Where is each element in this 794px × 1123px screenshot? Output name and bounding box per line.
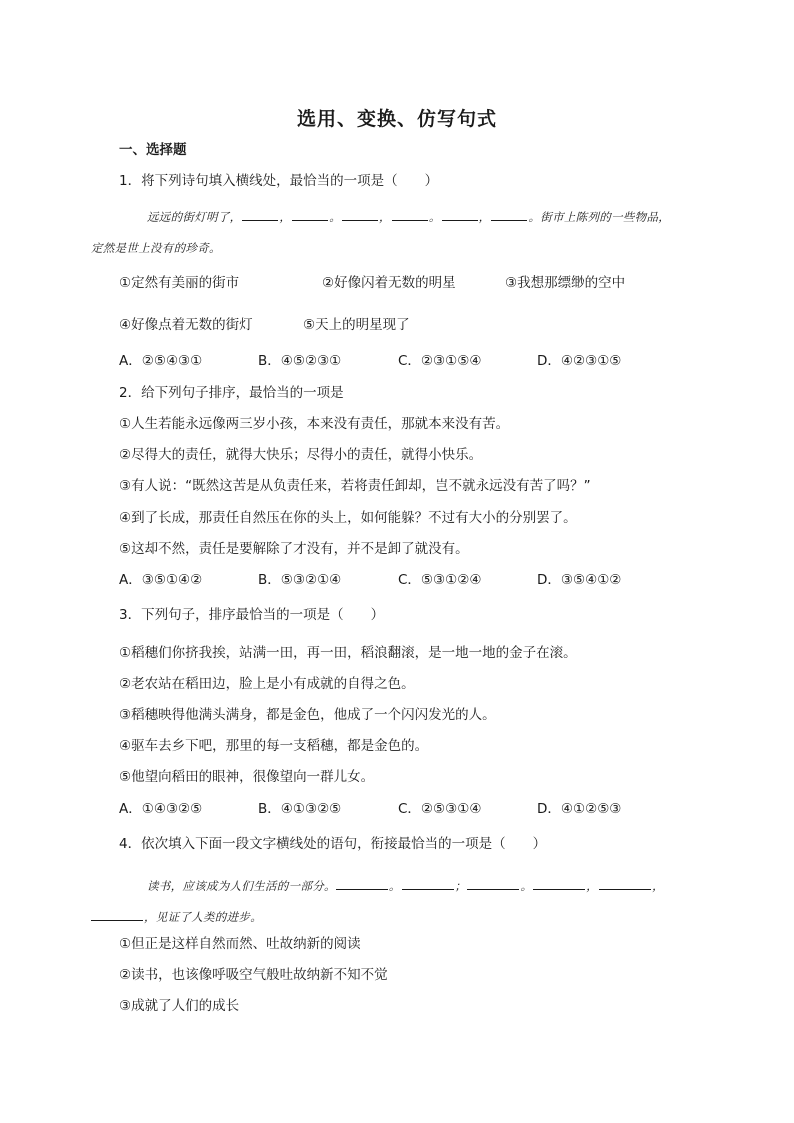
q1-blank-5 (442, 209, 478, 221)
q1-items-row-2 (119, 316, 679, 334)
q3-stem: 3．下列句子，排序最恰当的一项是（ ） (119, 607, 385, 623)
q3-item-2: ②老农站在稻田边，脸上是小有成就的自得之色。 (119, 676, 415, 692)
q4-item-2: ②读书，也该像呼吸空气般吐故纳新不知不觉 (119, 967, 388, 983)
q2-stem: 2．给下列句子排序，最恰当的一项是 (119, 385, 344, 401)
q3-options (119, 800, 679, 818)
q4-blank-3 (467, 878, 519, 890)
q1-passage-p3: ， (379, 210, 391, 224)
q2-option-d[interactable]: D．③⑤④①② (537, 572, 622, 588)
q1-blank-4 (392, 209, 428, 221)
q1-item-5: ⑤天上的明星现了 (303, 317, 410, 333)
q1-option-c[interactable]: C．②③①⑤④ (398, 353, 482, 369)
q1-passage-line2: 定然是世上没有的珍奇。 (91, 241, 221, 255)
q2-item-3: ③有人说：“既然这苦是从负责任来，若将责任卸却，岂不就永远没有苦了吗？” (119, 478, 591, 494)
document-title: 选用、变换、仿写句式 (296, 108, 497, 130)
q1-passage-start: 远远的街灯明了， (147, 210, 242, 224)
q1-blank-2 (292, 209, 328, 221)
q4-passage-p1: 。 (388, 879, 401, 893)
q2-option-b[interactable]: B．⑤③②①④ (258, 572, 342, 588)
q1-blank-6 (491, 209, 527, 221)
q1-option-d[interactable]: D．④②③①⑤ (537, 353, 622, 369)
q1-option-b[interactable]: B．④⑤②③① (258, 353, 342, 369)
q4-blank-4 (533, 878, 585, 890)
q1-option-a[interactable]: A．②⑤④③① (119, 353, 203, 369)
q4-item-3: ③成就了人们的成长 (119, 998, 240, 1014)
q4-passage-start: 读书，应该成为人们生活的一部分。 (147, 879, 336, 893)
q1-blank-1 (242, 209, 278, 221)
q3-option-c[interactable]: C．②⑤③①④ (398, 801, 482, 817)
q2-item-4: ④到了长成，那责任自然压在你的头上，如何能躲？不过有大小的分别罢了。 (119, 510, 577, 526)
q1-passage-p6: 。街市上陈列的一些物品， (528, 210, 671, 224)
q4-blank-1 (336, 878, 388, 890)
q1-passage (91, 202, 679, 264)
q1-options (119, 352, 679, 370)
q1-item-4: ④好像点着无数的街灯 (119, 317, 253, 333)
q3-option-d[interactable]: D．④①②⑤③ (537, 801, 622, 817)
q2-options (119, 571, 679, 589)
q1-items-row-1 (119, 274, 679, 292)
q3-item-5: ⑤他望向稻田的眼神，很像望向一群儿女。 (119, 769, 375, 785)
q4-passage-p2: ； (454, 879, 467, 893)
q2-option-a[interactable]: A．③⑤①④② (119, 572, 203, 588)
q1-item-3: ③我想那缥缈的空中 (505, 275, 626, 291)
q3-item-1: ①稻穗们你挤我挨，站满一田，再一田，稻浪翻滚，是一地一地的金子在滚。 (119, 645, 577, 661)
q3-option-a[interactable]: A．①④③②⑤ (119, 801, 203, 817)
q1-item-2: ②好像闪着无数的明星 (322, 275, 456, 291)
q4-passage-p3: 。 (520, 879, 533, 893)
q2-option-c[interactable]: C．⑤③①②④ (398, 572, 482, 588)
q4-blank-5 (599, 878, 651, 890)
q2-item-1: ①人生若能永远像两三岁小孩，本来没有责任，那就本来没有苦。 (119, 416, 510, 432)
q3-option-b[interactable]: B．④①③②⑤ (258, 801, 342, 817)
q1-passage-p4: 。 (428, 210, 441, 224)
q1-passage-p1: ， (279, 210, 292, 224)
q2-item-5: ⑤这却不然，责任是要解除了才没有，并不是卸了就没有。 (119, 541, 469, 557)
q2-item-2: ②尽得大的责任，就得大快乐；尽得小的责任，就得小快乐。 (119, 447, 483, 463)
q4-blank-2 (402, 878, 454, 890)
q4-stem: 4．依次填入下面一段文字横线处的语句，衔接最恰当的一项是（ ） (119, 836, 547, 852)
q3-item-3: ③稻穗映得他满头满身，都是金色，他成了一个闪闪发光的人。 (119, 707, 496, 723)
q4-passage (119, 871, 679, 933)
q4-item-1: ①但正是这样自然而然、吐故纳新的阅读 (119, 936, 361, 952)
q4-passage-p4: ， (586, 879, 599, 893)
q1-blank-3 (342, 209, 378, 221)
q1-stem: 1．将下列诗句填入横线处，最恰当的一项是（ ） (119, 173, 439, 189)
q4-passage-p5: ， (652, 879, 664, 893)
section-heading: 一、选择题 (119, 142, 187, 158)
q1-passage-p5: ， (478, 210, 491, 224)
q4-blank-6 (91, 909, 143, 921)
q4-passage-end: ，见证了人类的进步。 (144, 910, 262, 924)
q1-passage-p2: 。 (329, 210, 342, 224)
q3-item-4: ④驱车去乡下吧，那里的每一支稻穗，都是金色的。 (119, 738, 429, 754)
q1-item-1: ①定然有美丽的街市 (119, 275, 240, 291)
